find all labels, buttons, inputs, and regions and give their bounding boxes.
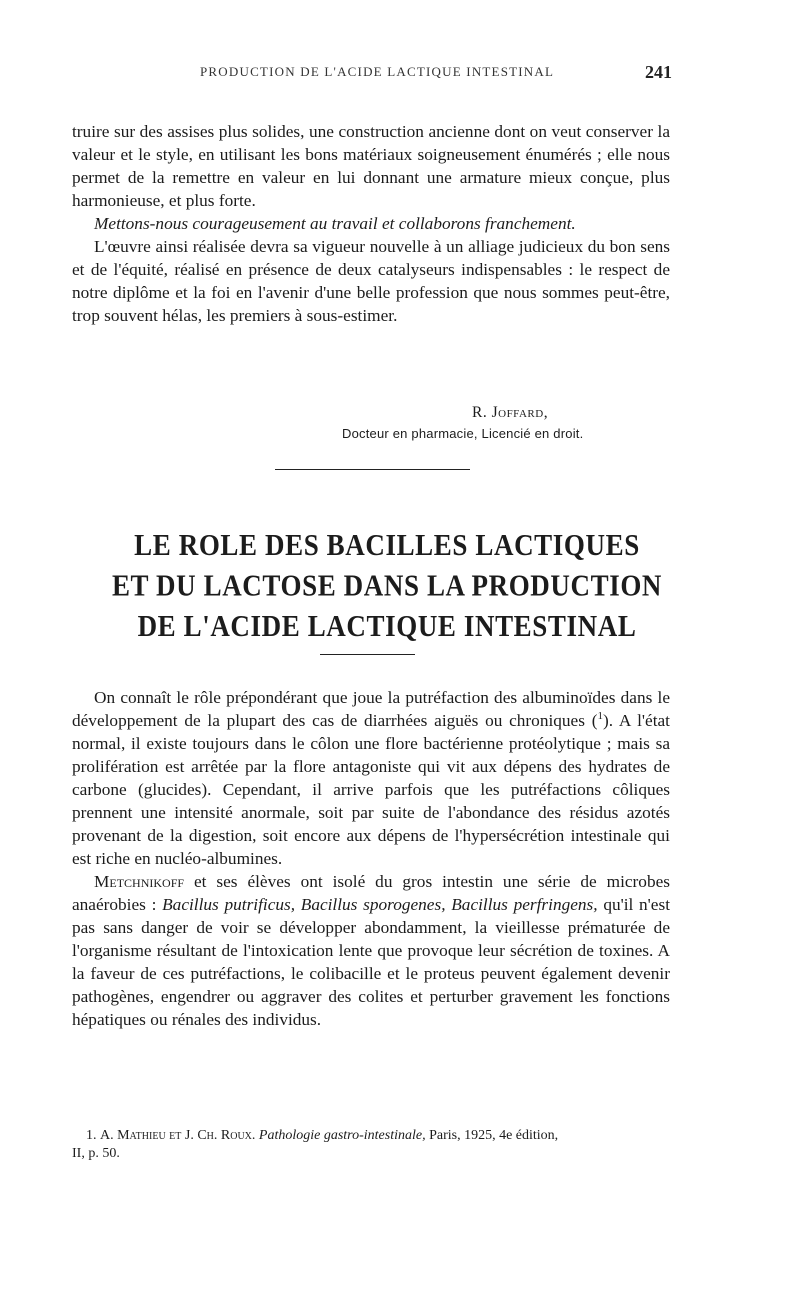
article-title	[72, 525, 702, 646]
article-body	[72, 686, 670, 1031]
footnote-authors: A. Mathieu et J. Ch. Roux.	[100, 1128, 256, 1143]
author-credentials: Docteur en pharmacie, Licencié en droit.	[342, 426, 584, 441]
bacillus-species: Bacillus putrificus, Bacillus sporogenes, Bacillus perfringens,	[162, 895, 598, 914]
body-paragraph-2-lead: et ses élèves ont isolé du gros intestin une série de microbes anaérobies :	[72, 872, 670, 914]
body-paragraph-1-start: On connaît le rôle prépondérant que joue la putréfaction des albuminoïdes dans le développement de la plupart des cas de diarrhées aiguës ou chroniques (	[72, 688, 670, 730]
intro-paragraph-3: L'œuvre ainsi réalisée devra sa vigueur nouvelle à un alliage judicieux du bon sens et de l'équité, réalisé en présence de deux catalyseurs indispensables : le respect de notre diplôme et la foi en l'avenir d'une belle profession que nous sommes peut-être, trop souvent hélas, les premiers à sous-estimer.	[72, 237, 670, 325]
title-line-1: LE ROLE DES BACILLES LACTIQUES	[134, 528, 640, 562]
footnote-work: Pathologie gastro-intestinale,	[258, 1128, 426, 1143]
title-divider	[320, 654, 415, 655]
footnote	[72, 1127, 672, 1163]
title-line-3: DE L'ACIDE LACTIQUE INTESTINAL	[137, 609, 637, 643]
footnote-line-2: II, p. 50.	[72, 1146, 120, 1161]
footnote-number: 1.	[86, 1128, 97, 1143]
body-paragraph-1-end: ). A l'état normal, il existe toujours dans le côlon une flore bactérienne protéolytique ; mais sa prolifération est arrêtée par la flore antagoniste qui vit aux dépens des hydrates de carbone (glucides). Cependant, il arrive parfois que les putréfactions côliques prennent une intensité anormale, soit par suite de l'abondance des résidus azotés provenant de la digestion, soit encore aux dépens de l'hypersécrétion intestinale qui est riche en nucléo-albumines.	[72, 711, 670, 868]
intro-text	[72, 120, 670, 327]
author-signature: R. Joffard,	[472, 404, 549, 421]
footnote-details-1: Paris, 1925, 4e édition,	[429, 1128, 559, 1143]
running-head: PRODUCTION DE L'ACIDE LACTIQUE INTESTINAL	[200, 64, 555, 79]
body-paragraph-2-rest: qu'il n'est pas sans danger de voir se développer abondamment, la vieillesse prématurée de l'organisme résultant de l'intoxication lente que provoque leur sécrétion de toxines. A la faveur de ces putréfactions, le colibacille et le proteus peuvent également devenir pathogènes, engendrer ou aggraver des colites et perturber gravement les fonctions hépatiques ou rénales des individus.	[72, 895, 670, 1029]
author-name-metchnikoff: Metchnikoff	[94, 872, 185, 891]
body-paragraph-2	[72, 870, 670, 1031]
footnote-reference: 1	[597, 710, 603, 723]
intro-paragraph-2: Mettons-nous courageusement au travail et collaborons franchement.	[94, 214, 576, 233]
section-divider	[275, 469, 470, 470]
body-paragraph-1	[72, 686, 670, 870]
footnote-line-1	[72, 1127, 672, 1145]
intro-paragraph-1: truire sur des assises plus solides, une construction ancienne dont on veut conserver la valeur et le style, en utilisant les bons matériaux soigneusement énumérés ; elle nous permet de la remettre en valeur en lui donnant une armature mieux conçue, plus harmonieuse, et plus forte.	[72, 122, 670, 210]
page-number: 241	[645, 62, 672, 82]
title-line-2: ET DU LACTOSE DANS LA PRODUCTION	[111, 568, 663, 603]
